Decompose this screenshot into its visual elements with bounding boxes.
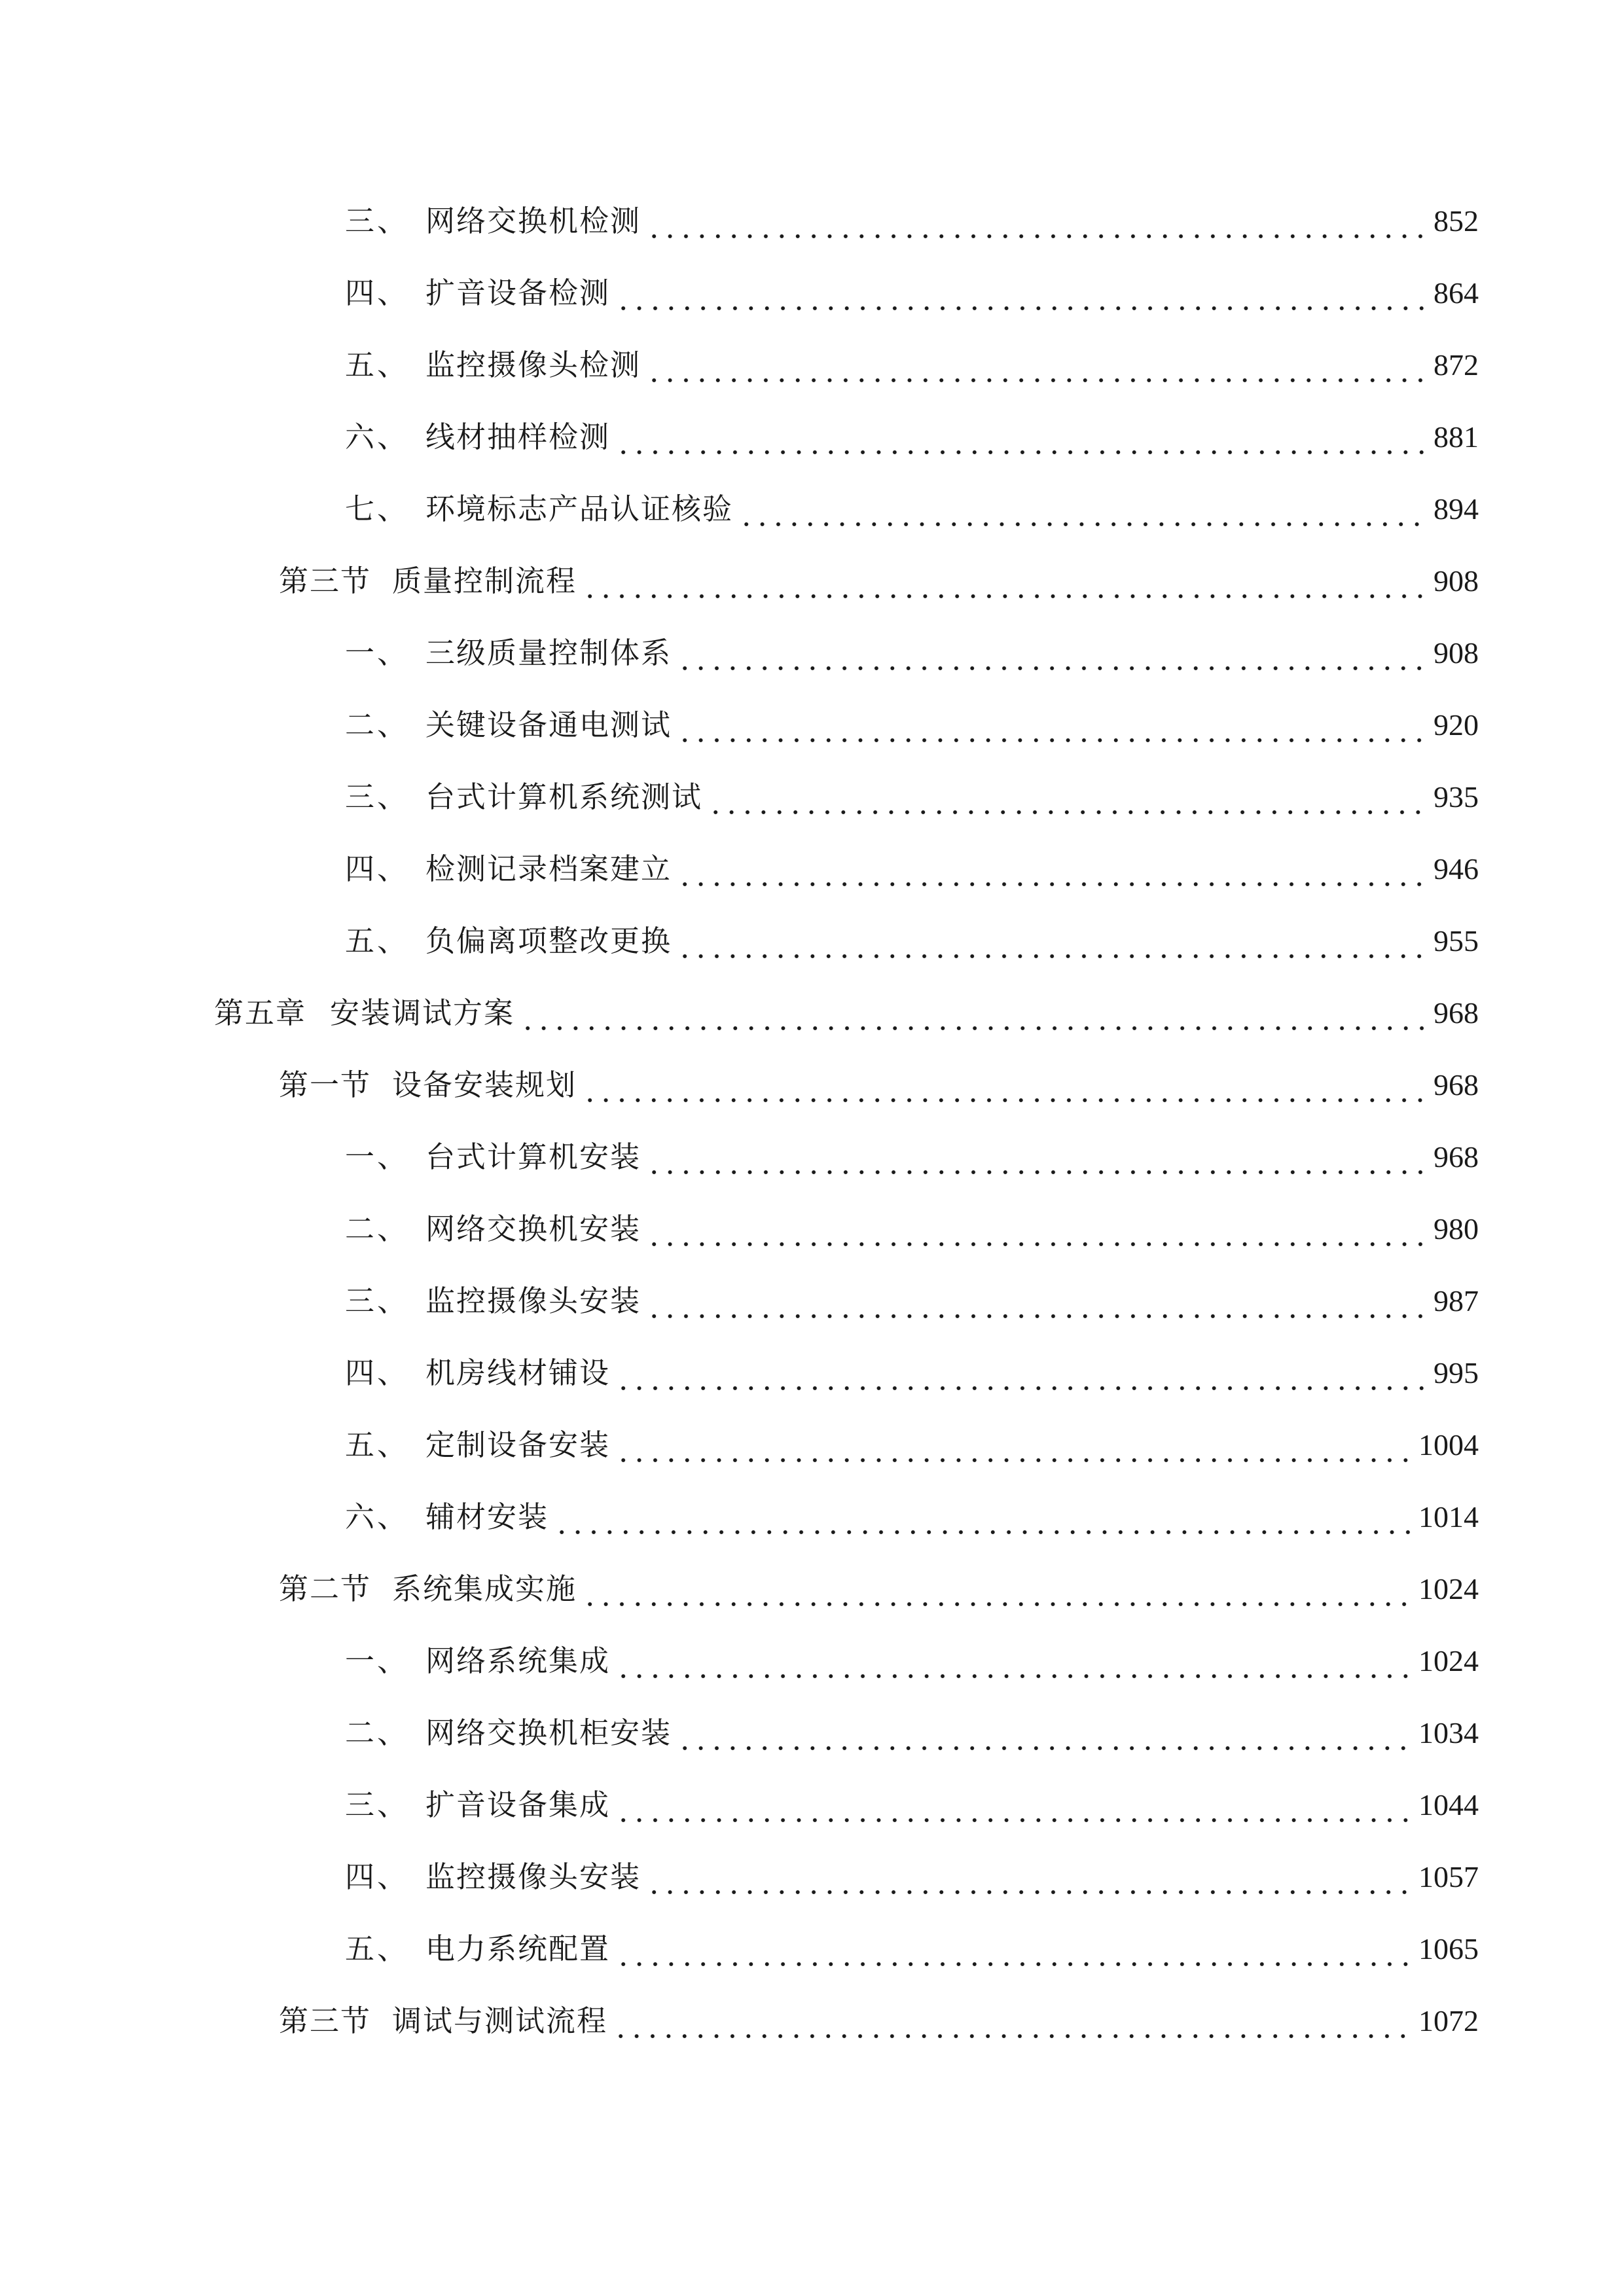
toc-entry[interactable] xyxy=(0,185,1624,257)
toc-entry-number: 第一节 xyxy=(279,1067,372,1102)
toc-entry[interactable] xyxy=(0,761,1624,833)
toc-entry-title: 监控摄像头检测 xyxy=(425,348,641,382)
toc-entry-title: 检测记录档案建立 xyxy=(425,852,672,886)
toc-dot-leader xyxy=(615,1785,1411,1825)
toc-dot-leader xyxy=(582,562,1426,601)
toc-page-number: 968 xyxy=(1434,1068,1479,1102)
toc-page-number: 1044 xyxy=(1418,1788,1479,1821)
toc-entry[interactable] xyxy=(0,1049,1624,1121)
toc-entry-title: 扩音设备检测 xyxy=(425,276,611,310)
toc-entry-number: 四、 xyxy=(345,852,410,886)
toc-entry[interactable] xyxy=(0,1265,1624,1337)
toc-entry[interactable] xyxy=(0,473,1624,545)
toc-page-number: 1034 xyxy=(1418,1716,1479,1749)
toc-page-number: 852 xyxy=(1434,204,1479,238)
toc-entry-number: 三、 xyxy=(345,780,410,814)
toc-page-number: 1065 xyxy=(1418,1932,1479,1965)
toc-entry-title: 网络交换机安装 xyxy=(425,1211,641,1246)
toc-entry-number: 二、 xyxy=(345,1211,410,1246)
toc-entry[interactable] xyxy=(0,833,1624,905)
toc-dot-leader xyxy=(582,1066,1426,1105)
toc-entry-number: 六、 xyxy=(345,420,410,454)
toc-entry[interactable] xyxy=(0,1841,1624,1913)
toc-page-number: 872 xyxy=(1434,348,1479,382)
toc-page-number: 864 xyxy=(1434,276,1479,310)
table-of-contents xyxy=(0,185,1624,2057)
toc-dot-leader xyxy=(646,346,1426,385)
toc-dot-leader xyxy=(677,850,1426,889)
toc-dot-leader xyxy=(677,922,1426,961)
toc-entry[interactable] xyxy=(0,1913,1624,1985)
toc-entry-number: 三、 xyxy=(345,204,410,238)
toc-entry-number: 六、 xyxy=(345,1499,410,1534)
toc-entry-title: 辅材安装 xyxy=(425,1499,549,1534)
toc-entry-number: 二、 xyxy=(345,1715,410,1750)
toc-dot-leader xyxy=(677,634,1426,673)
toc-entry-number: 七、 xyxy=(345,492,410,526)
toc-entry-number: 一、 xyxy=(345,1139,410,1174)
toc-dot-leader xyxy=(615,1641,1411,1681)
toc-entry-title: 网络交换机柜安装 xyxy=(425,1715,672,1750)
toc-page-number: 1072 xyxy=(1418,2004,1479,2037)
toc-entry-number: 第三节 xyxy=(279,564,372,598)
toc-dot-leader xyxy=(646,1138,1426,1177)
toc-dot-leader xyxy=(646,1857,1411,1897)
toc-entry-number: 一、 xyxy=(345,1643,410,1678)
toc-entry-title: 线材抽样检测 xyxy=(425,420,611,454)
toc-dot-leader xyxy=(613,2001,1411,2041)
toc-page-number: 894 xyxy=(1434,492,1479,526)
toc-page-number: 920 xyxy=(1434,708,1479,742)
toc-entry[interactable] xyxy=(0,1625,1624,1697)
toc-dot-leader xyxy=(615,1929,1411,1969)
toc-entry-title: 网络系统集成 xyxy=(425,1643,611,1678)
toc-entry-title: 台式计算机安装 xyxy=(425,1139,641,1174)
toc-page-number: 881 xyxy=(1434,420,1479,454)
toc-entry-title: 负偏离项整改更换 xyxy=(425,924,672,958)
toc-dot-leader xyxy=(677,706,1426,745)
toc-page-number: 955 xyxy=(1434,924,1479,958)
toc-entry[interactable] xyxy=(0,1553,1624,1625)
toc-entry-number: 三、 xyxy=(345,1787,410,1822)
toc-dot-leader xyxy=(554,1498,1411,1537)
toc-entry-title: 机房线材铺设 xyxy=(425,1355,611,1390)
toc-entry[interactable] xyxy=(0,329,1624,401)
toc-entry-title: 扩音设备集成 xyxy=(425,1787,611,1822)
toc-dot-leader xyxy=(615,418,1426,457)
toc-entry-title: 电力系统配置 xyxy=(425,1931,611,1966)
toc-entry-number: 三、 xyxy=(345,1283,410,1318)
toc-entry[interactable] xyxy=(0,1769,1624,1841)
toc-dot-leader xyxy=(520,994,1426,1033)
toc-entry[interactable] xyxy=(0,1193,1624,1265)
toc-entry[interactable] xyxy=(0,1481,1624,1553)
toc-entry-number: 二、 xyxy=(345,708,410,742)
toc-dot-leader xyxy=(615,1354,1426,1393)
toc-dot-leader xyxy=(646,1210,1426,1249)
toc-dot-leader xyxy=(646,1282,1426,1321)
toc-entry-title: 监控摄像头安装 xyxy=(425,1283,641,1318)
toc-dot-leader xyxy=(615,1426,1411,1465)
toc-page-number: 1004 xyxy=(1418,1428,1479,1462)
toc-entry-title: 台式计算机系统测试 xyxy=(425,780,703,814)
toc-entry-title: 环境标志产品认证核验 xyxy=(425,492,734,526)
toc-entry-title: 调试与测试流程 xyxy=(392,2003,608,2038)
toc-entry[interactable] xyxy=(0,257,1624,329)
toc-entry-number: 第二节 xyxy=(279,1571,372,1606)
toc-entry[interactable] xyxy=(0,1409,1624,1481)
toc-dot-leader xyxy=(646,202,1426,241)
toc-entry[interactable] xyxy=(0,977,1624,1049)
toc-entry-title: 安装调试方案 xyxy=(330,996,515,1030)
toc-entry-number: 一、 xyxy=(345,636,410,670)
toc-entry-title: 关键设备通电测试 xyxy=(425,708,672,742)
toc-entry-number: 四、 xyxy=(345,1355,410,1390)
toc-page-number: 987 xyxy=(1434,1284,1479,1318)
toc-entry-title: 系统集成实施 xyxy=(392,1571,577,1606)
toc-entry-number: 四、 xyxy=(345,276,410,310)
toc-page-number: 908 xyxy=(1434,564,1479,598)
toc-page-number: 968 xyxy=(1434,996,1479,1030)
toc-page-number: 1024 xyxy=(1418,1644,1479,1677)
toc-entry-title: 质量控制流程 xyxy=(392,564,577,598)
toc-entry[interactable] xyxy=(0,1121,1624,1193)
toc-page-number: 946 xyxy=(1434,852,1479,886)
toc-page-number: 1014 xyxy=(1418,1500,1479,1534)
toc-dot-leader xyxy=(708,778,1426,817)
toc-entry[interactable] xyxy=(0,617,1624,689)
toc-dot-leader xyxy=(738,490,1426,529)
toc-entry[interactable] xyxy=(0,401,1624,473)
toc-entry-title: 定制设备安装 xyxy=(425,1427,611,1462)
toc-page-number: 908 xyxy=(1434,636,1479,670)
toc-entry-number: 第三节 xyxy=(279,2003,372,2038)
toc-entry-title: 三级质量控制体系 xyxy=(425,636,672,670)
toc-entry-title: 监控摄像头安装 xyxy=(425,1859,641,1894)
toc-entry-number: 五、 xyxy=(345,348,410,382)
toc-page-number: 968 xyxy=(1434,1140,1479,1174)
toc-entry-number: 四、 xyxy=(345,1859,410,1894)
toc-entry[interactable] xyxy=(0,689,1624,761)
toc-page-number: 980 xyxy=(1434,1212,1479,1246)
toc-entry[interactable] xyxy=(0,905,1624,977)
toc-entry[interactable] xyxy=(0,1985,1624,2057)
toc-entry-number: 五、 xyxy=(345,1427,410,1462)
toc-entry-title: 网络交换机检测 xyxy=(425,204,641,238)
toc-page-number: 935 xyxy=(1434,780,1479,814)
toc-entry[interactable] xyxy=(0,1337,1624,1409)
toc-entry[interactable] xyxy=(0,1697,1624,1769)
toc-dot-leader xyxy=(615,274,1426,313)
toc-dot-leader xyxy=(582,1570,1411,1609)
toc-page-number: 995 xyxy=(1434,1356,1479,1390)
toc-page-number: 1057 xyxy=(1418,1860,1479,1893)
toc-entry-number: 第五章 xyxy=(214,996,307,1030)
toc-entry-number: 五、 xyxy=(345,1931,410,1966)
toc-entry[interactable] xyxy=(0,545,1624,617)
toc-entry-number: 五、 xyxy=(345,924,410,958)
toc-entry-title: 设备安装规划 xyxy=(392,1067,577,1102)
toc-page-number: 1024 xyxy=(1418,1572,1479,1605)
toc-dot-leader xyxy=(677,1713,1411,1753)
